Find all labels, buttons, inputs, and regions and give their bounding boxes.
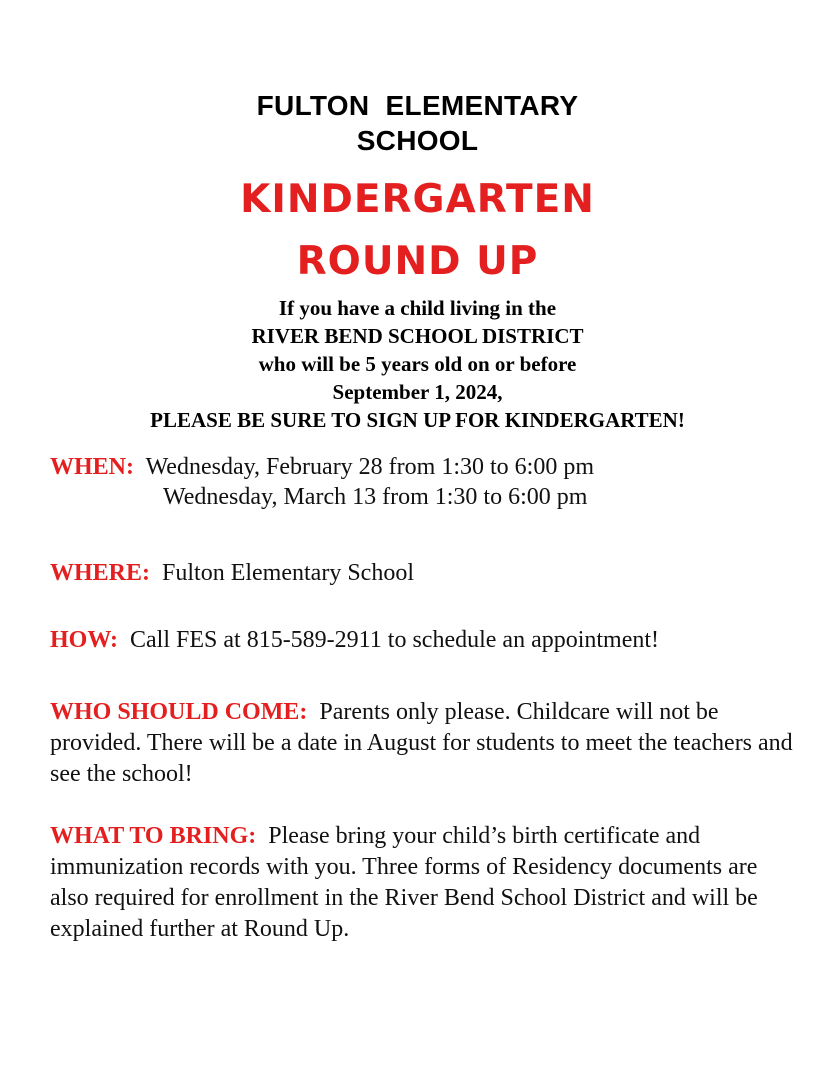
kindergarten-title: KINDERGARTEN: [240, 177, 595, 222]
school-name-line-1: FULTON ELEMENTARY: [256, 90, 579, 121]
who-should-come-text: Parents only please. Childcare will not be provided. There will be a date in August for students to meet the teachers and see the school!: [50, 699, 793, 787]
what-to-bring-label: WHAT TO BRING:: [50, 823, 257, 849]
who-should-come-label: WHO SHOULD COME:: [50, 699, 308, 725]
intro-notice: [0, 294, 835, 434]
intro-line-2: RIVER BEND SCHOOL DISTRICT: [251, 324, 584, 348]
when-row-2: [50, 482, 810, 512]
how-section: [50, 625, 810, 655]
intro-line-4: September 1, 2024,: [332, 380, 503, 404]
intro-line-5: PLEASE BE SURE TO SIGN UP FOR KINDERGARTEN!: [150, 408, 685, 432]
school-name-line-2: SCHOOL: [356, 125, 479, 156]
what-to-bring-text: Please bring your child’s birth certificate and immunization records with you. Three forms of Residency documents are also required for enrollment in the River Bend School District and will be explained further at Round Up.: [50, 823, 758, 942]
where-label: WHERE:: [50, 560, 151, 586]
intro-line-3: who will be 5 years old on or before: [258, 352, 577, 376]
school-name-heading: [0, 88, 835, 158]
how-text: Call FES at 815-589-2911 to schedule an appointment!: [130, 627, 660, 653]
how-label: HOW:: [50, 627, 119, 653]
when-date-2: Wednesday, March 13 from 1:30 to 6:00 pm: [163, 484, 588, 510]
who-should-come-section: [50, 697, 810, 790]
when-date-1: Wednesday, February 28 from 1:30 to 6:00 pm: [145, 454, 595, 480]
when-label: WHEN:: [50, 454, 134, 480]
what-to-bring-section: [50, 821, 770, 945]
where-text: Fulton Elementary School: [162, 560, 414, 586]
intro-line-1: If you have a child living in the: [278, 296, 557, 320]
when-row-1: [50, 452, 810, 482]
where-section: [50, 558, 810, 588]
when-section: [50, 452, 810, 512]
round-up-title: ROUND UP: [296, 239, 539, 284]
